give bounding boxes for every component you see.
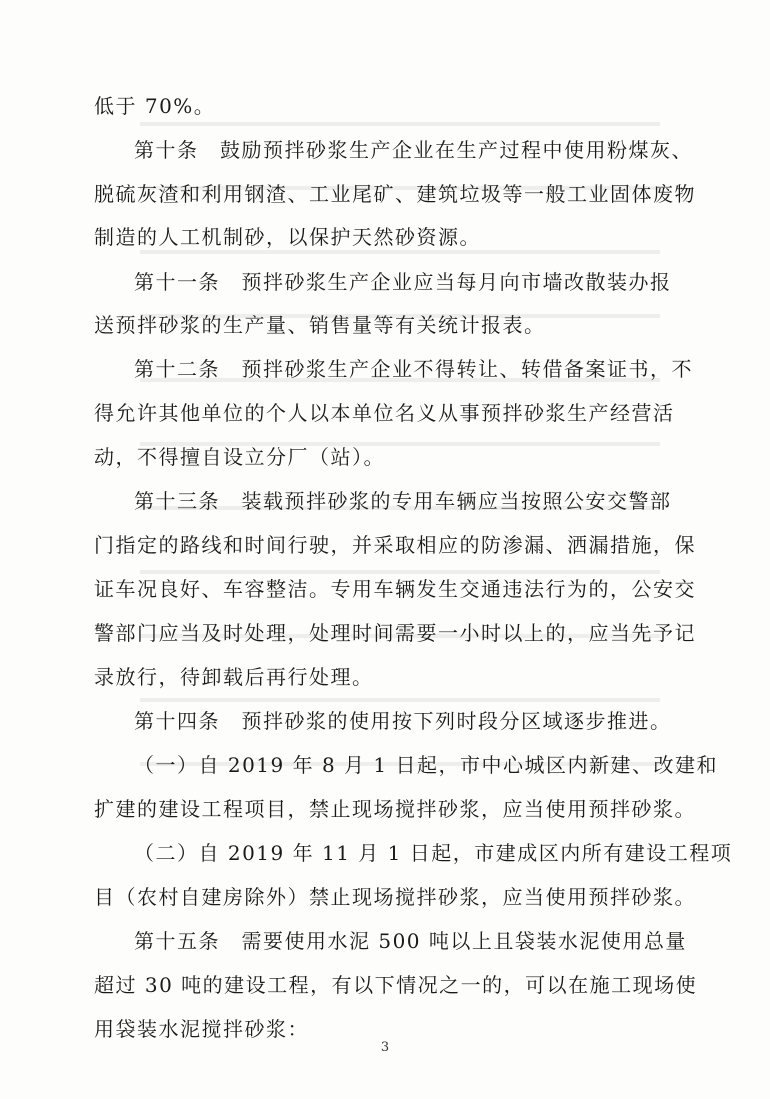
text-line: 送预拌砂浆的生产量、销售量等有关统计报表。 — [94, 313, 546, 337]
text-line: 用袋装水泥搅拌砂浆： — [94, 1017, 309, 1041]
text-line: 录放行，待卸载后再行处理。 — [94, 665, 374, 689]
article-12-heading-line: 第十二条 预拌砂浆生产企业不得转让、转借备案证书，不 — [134, 357, 693, 381]
article-11-heading-line: 第十一条 预拌砂浆生产企业应当每月向市墙改散装办报 — [134, 270, 672, 294]
article-10-heading-line: 第十条 鼓励预拌砂浆生产企业在生产过程中使用粉煤灰、 — [134, 138, 693, 162]
article-13-heading-line: 第十三条 装载预拌砂浆的专用车辆应当按照公安交警部 — [134, 489, 672, 513]
text-line: 脱硫灰渣和利用钢渣、工业尾矿、建筑垃圾等一般工业固体废物 — [94, 182, 696, 206]
text-line: 门指定的路线和时间行驶，并采取相应的防渗漏、洒漏措施，保 — [94, 533, 696, 557]
text-line: 目（农村自建房除外）禁止现场搅拌砂浆，应当使用预拌砂浆。 — [94, 885, 696, 909]
text-line: 制造的人工机制砂，以保护天然砂资源。 — [94, 225, 481, 249]
clause-1-line: （一）自 2019 年 8 月 1 日起，市中心城区内新建、改建和 — [134, 753, 718, 777]
text-line: 证车况良好、车容整洁。专用车辆发生交通违法行为的，公安交 — [94, 577, 696, 601]
text-line: 得允许其他单位的个人以本单位名义从事预拌砂浆生产经营活 — [94, 401, 675, 425]
text-line: 超过 30 吨的建设工程，有以下情况之一的，可以在施工现场使 — [94, 973, 698, 997]
text-line: 低于 70%。 — [94, 94, 216, 118]
clause-2-line: （二）自 2019 年 11 月 1 日起，市建成区内所有建设工程项 — [134, 841, 733, 865]
text-line: 扩建的建设工程项目，禁止现场搅拌砂浆，应当使用预拌砂浆。 — [94, 797, 696, 821]
article-14-heading-line: 第十四条 预拌砂浆的使用按下列时段分区域逐步推进。 — [134, 709, 672, 733]
text-line: 动，不得擅自设立分厂（站）。 — [94, 445, 385, 469]
text-line: 警部门应当及时处理，处理时间需要一小时以上的，应当先予记 — [94, 621, 696, 645]
page-number: 3 — [380, 1040, 390, 1055]
article-15-heading-line: 第十五条 需要使用水泥 500 吨以上且袋装水泥使用总量 — [134, 929, 687, 953]
